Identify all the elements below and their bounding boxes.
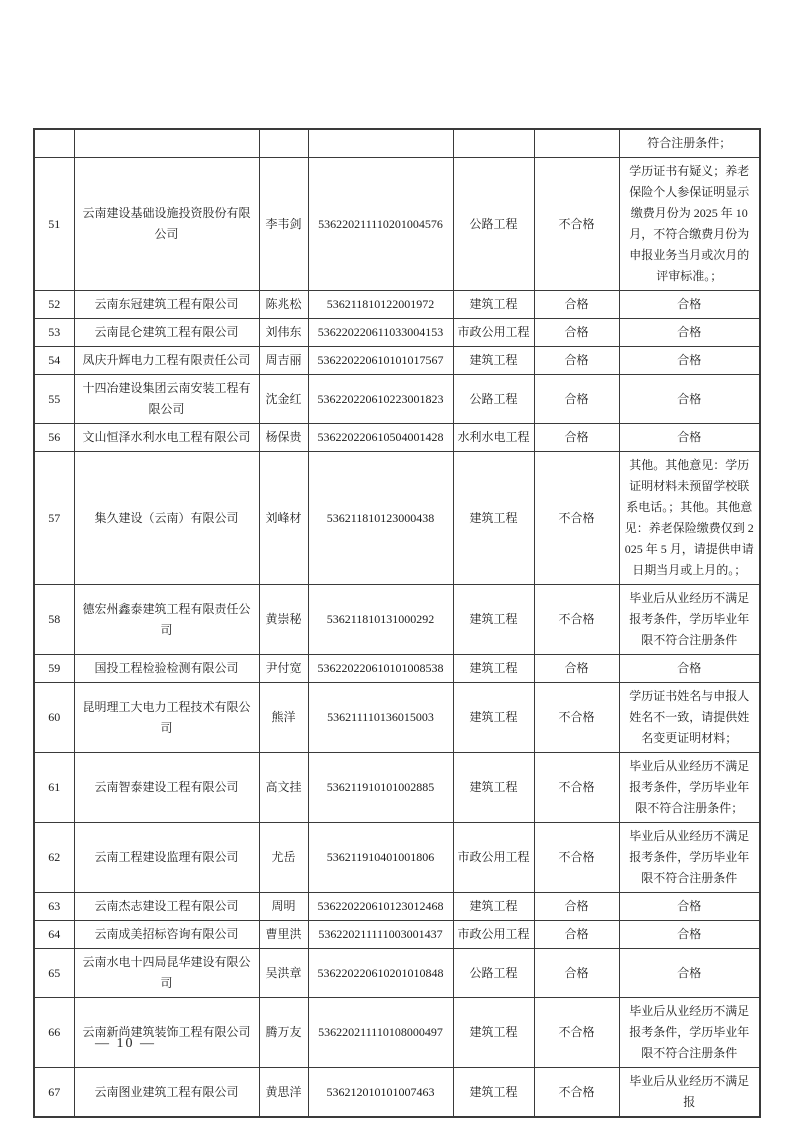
cell-remark: 符合注册条件； [619,129,760,158]
cell-result: 不合格 [534,158,619,291]
cell-company: 云南新尚建筑装饰工程有限公司 [74,998,259,1068]
review-results-table [33,128,761,1118]
cell-company: 集久建设（云南）有限公司 [74,452,259,585]
table-row [34,129,760,158]
cell-name: 刘伟东 [259,319,308,347]
cell-result: 不合格 [534,823,619,893]
cell-remark: 合格 [619,893,760,921]
table-row [34,452,760,585]
cell-company: 云南工程建设监理有限公司 [74,823,259,893]
cell-company: 云南智泰建设工程有限公司 [74,753,259,823]
cell-specialty: 建筑工程 [453,893,534,921]
cell-specialty: 市政公用工程 [453,823,534,893]
cell-specialty: 公路工程 [453,949,534,998]
cell-no: 58 [34,585,74,655]
table-row [34,158,760,291]
cell-remark: 毕业后从业经历不满足报 [619,1068,760,1118]
table-row [34,655,760,683]
cell-specialty: 市政公用工程 [453,921,534,949]
cell-specialty: 建筑工程 [453,998,534,1068]
cell-remark: 合格 [619,347,760,375]
cell-result: 合格 [534,375,619,424]
cell-no: 55 [34,375,74,424]
cell-company: 十四冶建设集团云南安装工程有限公司 [74,375,259,424]
cell-id_number: 536211910101002885 [308,753,453,823]
cell-specialty [453,129,534,158]
cell-name: 杨保贵 [259,424,308,452]
cell-id_number: 536211110136015003 [308,683,453,753]
cell-company [74,129,259,158]
cell-company: 文山恒泽水利水电工程有限公司 [74,424,259,452]
cell-result: 不合格 [534,1068,619,1118]
table-body [34,129,760,1117]
cell-result: 合格 [534,291,619,319]
cell-id_number: 536220220610504001428 [308,424,453,452]
cell-result: 合格 [534,347,619,375]
cell-name: 尤岳 [259,823,308,893]
cell-name: 熊洋 [259,683,308,753]
table-row [34,424,760,452]
cell-specialty: 公路工程 [453,158,534,291]
cell-result: 不合格 [534,998,619,1068]
cell-name: 尹付宽 [259,655,308,683]
cell-company: 云南建设基础设施投资股份有限公司 [74,158,259,291]
cell-name: 吴洪章 [259,949,308,998]
cell-name: 刘峰材 [259,452,308,585]
cell-result [534,129,619,158]
cell-id_number: 536211810131000292 [308,585,453,655]
cell-id_number: 536211910401001806 [308,823,453,893]
cell-specialty: 建筑工程 [453,753,534,823]
cell-no: 54 [34,347,74,375]
table-row [34,683,760,753]
cell-specialty: 建筑工程 [453,452,534,585]
table-row [34,823,760,893]
cell-name [259,129,308,158]
cell-name: 黄思洋 [259,1068,308,1118]
cell-no: 56 [34,424,74,452]
cell-id_number: 536220211110108000497 [308,998,453,1068]
cell-remark: 合格 [619,291,760,319]
table-row [34,893,760,921]
cell-company: 云南水电十四局昆华建设有限公司 [74,949,259,998]
cell-result: 合格 [534,949,619,998]
cell-result: 合格 [534,424,619,452]
cell-remark: 学历证书有疑义；养老保险个人参保证明显示缴费月份为 2025 年 10 月，不符合缴费月份为申报业务当月或次月的评审标准。； [619,158,760,291]
cell-company: 云南杰志建设工程有限公司 [74,893,259,921]
cell-company: 昆明理工大电力工程技术有限公司 [74,683,259,753]
cell-specialty: 建筑工程 [453,347,534,375]
table-row [34,375,760,424]
cell-specialty: 水利水电工程 [453,424,534,452]
cell-id_number [308,129,453,158]
cell-name: 周明 [259,893,308,921]
cell-name: 李韦剑 [259,158,308,291]
table-row [34,291,760,319]
cell-id_number: 536220220610101008538 [308,655,453,683]
cell-remark: 毕业后从业经历不满足报考条件，学历毕业年限不符合注册条件； [619,753,760,823]
cell-name: 腾万友 [259,998,308,1068]
cell-specialty: 建筑工程 [453,655,534,683]
cell-no: 65 [34,949,74,998]
cell-remark: 毕业后从业经历不满足报考条件，学历毕业年限不符合注册条件 [619,823,760,893]
cell-no [34,129,74,158]
cell-id_number: 536220220611033004153 [308,319,453,347]
cell-remark: 毕业后从业经历不满足报考条件，学历毕业年限不符合注册条件 [619,585,760,655]
cell-result: 不合格 [534,683,619,753]
cell-id_number: 536211810122001972 [308,291,453,319]
cell-no: 53 [34,319,74,347]
cell-result: 不合格 [534,452,619,585]
cell-name: 高文挂 [259,753,308,823]
cell-remark: 合格 [619,319,760,347]
cell-id_number: 536220220610201010848 [308,949,453,998]
cell-id_number: 536220211111003001437 [308,921,453,949]
cell-remark: 合格 [619,949,760,998]
cell-remark: 合格 [619,375,760,424]
cell-specialty: 市政公用工程 [453,319,534,347]
cell-result: 合格 [534,893,619,921]
cell-id_number: 536220220610123012468 [308,893,453,921]
cell-specialty: 建筑工程 [453,291,534,319]
cell-no: 66 [34,998,74,1068]
table-row [34,347,760,375]
cell-company: 国投工程检验检测有限公司 [74,655,259,683]
cell-no: 62 [34,823,74,893]
cell-result: 合格 [534,319,619,347]
cell-remark: 合格 [619,921,760,949]
cell-remark: 毕业后从业经历不满足报考条件，学历毕业年限不符合注册条件 [619,998,760,1068]
cell-no: 63 [34,893,74,921]
cell-company: 凤庆升辉电力工程有限责任公司 [74,347,259,375]
cell-specialty: 建筑工程 [453,683,534,753]
table-row [34,1068,760,1118]
cell-no: 61 [34,753,74,823]
cell-name: 黄崇秘 [259,585,308,655]
cell-company: 德宏州鑫泰建筑工程有限责任公司 [74,585,259,655]
cell-no: 51 [34,158,74,291]
cell-specialty: 公路工程 [453,375,534,424]
table-row [34,998,760,1068]
cell-no: 59 [34,655,74,683]
cell-id_number: 536220220610101017567 [308,347,453,375]
cell-result: 不合格 [534,753,619,823]
cell-no: 60 [34,683,74,753]
cell-id_number: 536211810123000438 [308,452,453,585]
cell-remark: 合格 [619,655,760,683]
cell-remark: 合格 [619,424,760,452]
cell-id_number: 536220220610223001823 [308,375,453,424]
cell-id_number: 536212010101007463 [308,1068,453,1118]
cell-no: 67 [34,1068,74,1118]
cell-company: 云南图业建筑工程有限公司 [74,1068,259,1118]
cell-name: 周吉丽 [259,347,308,375]
cell-result: 不合格 [534,585,619,655]
cell-result: 合格 [534,655,619,683]
cell-name: 曹里洪 [259,921,308,949]
cell-name: 沈金红 [259,375,308,424]
cell-result: 合格 [534,921,619,949]
cell-specialty: 建筑工程 [453,1068,534,1118]
table-row [34,949,760,998]
page-number: — 10 — [95,1036,156,1051]
table-row [34,753,760,823]
table-row [34,585,760,655]
table-row [34,921,760,949]
cell-remark: 学历证书姓名与申报人姓名不一致，请提供姓名变更证明材料； [619,683,760,753]
cell-id_number: 536220211110201004576 [308,158,453,291]
cell-no: 57 [34,452,74,585]
cell-company: 云南昆仑建筑工程有限公司 [74,319,259,347]
cell-no: 52 [34,291,74,319]
cell-name: 陈兆松 [259,291,308,319]
cell-remark: 其他。其他意见：学历证明材料未预留学校联系电话。；其他。其他意见：养老保险缴费仅到 2025 年 5 月，请提供申请日期当月或上月的。； [619,452,760,585]
cell-company: 云南东冠建筑工程有限公司 [74,291,259,319]
table-row [34,319,760,347]
cell-specialty: 建筑工程 [453,585,534,655]
cell-company: 云南成美招标咨询有限公司 [74,921,259,949]
cell-no: 64 [34,921,74,949]
page-footer [95,1036,156,1052]
